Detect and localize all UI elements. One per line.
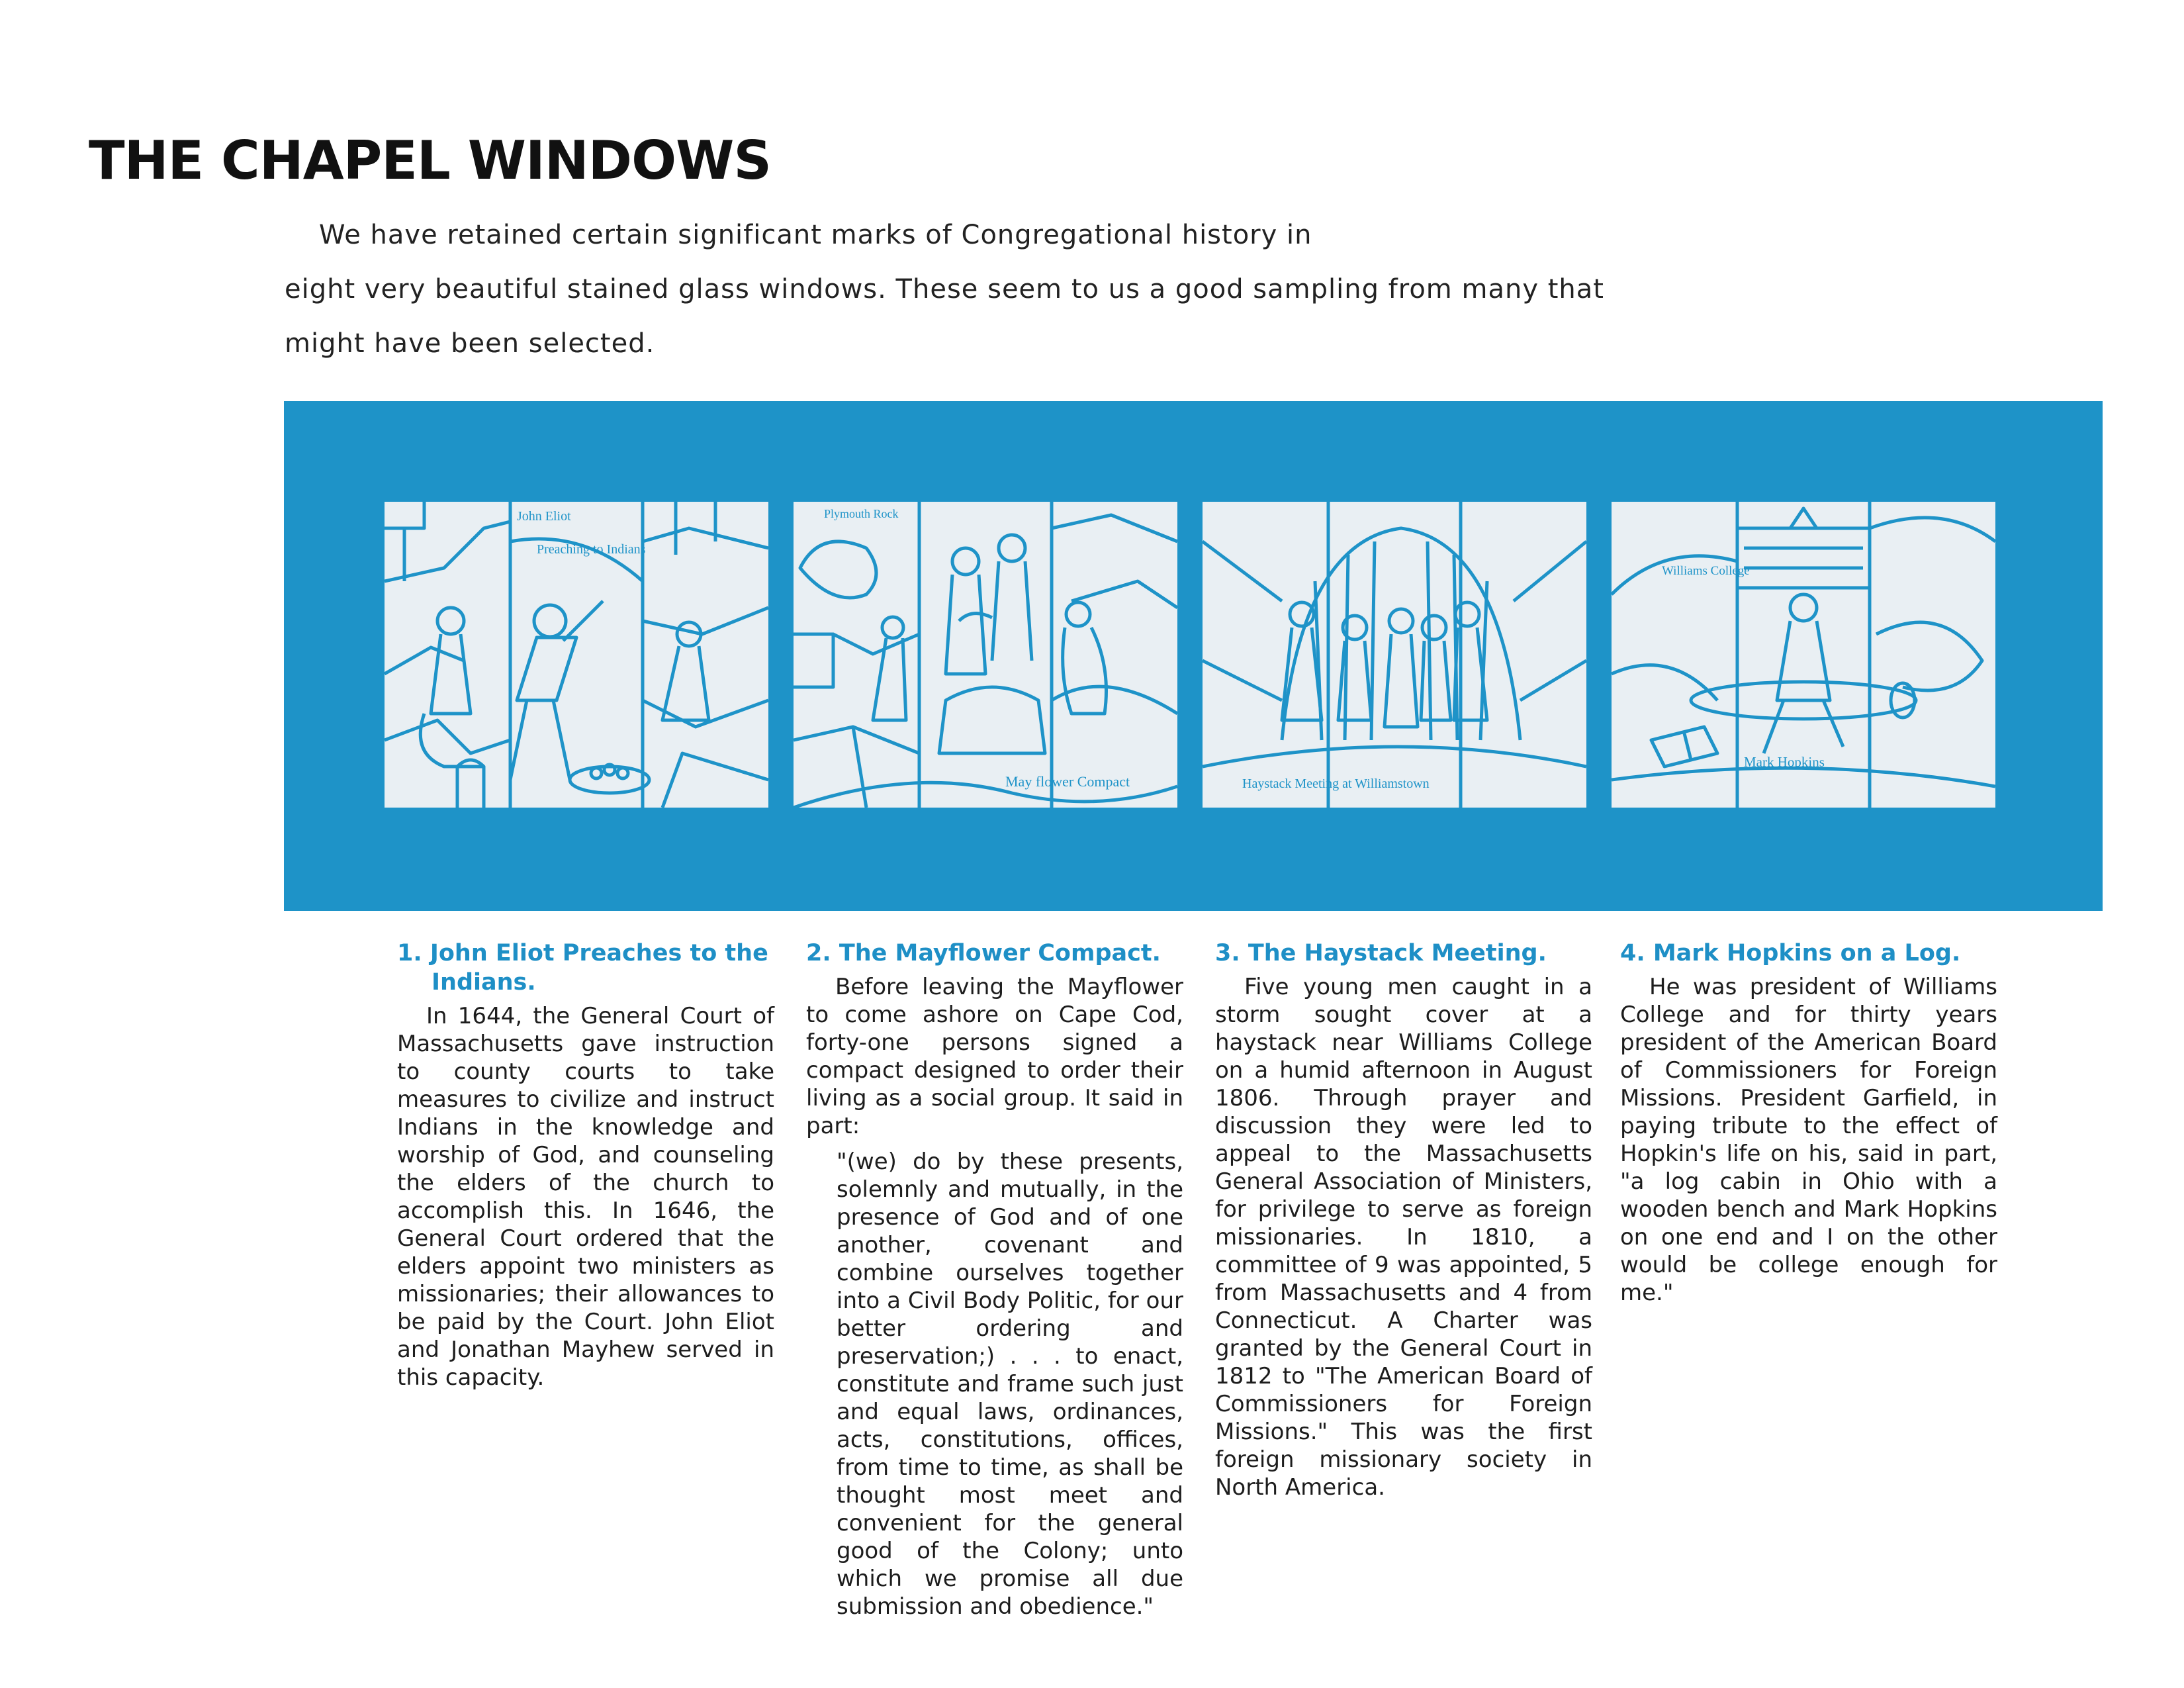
panel-label: Plymouth Rock bbox=[824, 507, 899, 520]
intro-line: might have been selected. bbox=[285, 328, 655, 359]
page-title: THE CHAPEL WINDOWS bbox=[89, 130, 771, 191]
intro-line: eight very beautiful stained glass windows. These seem to us a good sampling from many that bbox=[285, 274, 1604, 305]
panel-label: May flower Compact bbox=[1005, 773, 1130, 790]
caption-column-1 bbox=[397, 939, 774, 1391]
panel-label: Mark Hopkins bbox=[1744, 754, 1825, 770]
caption-column-3 bbox=[1215, 939, 1592, 1501]
panel-label: Haystack Meeting at Williamstown bbox=[1242, 776, 1430, 791]
intro-line: We have retained certain significant marks of Congregational history in bbox=[319, 220, 1312, 250]
panel-label: Preaching to Indians bbox=[537, 542, 646, 557]
caption-heading: 2. The Mayflower Compact. bbox=[806, 940, 1161, 966]
intro-paragraph bbox=[285, 208, 1694, 371]
stained-glass-band bbox=[284, 401, 2103, 911]
caption-heading: 3. The Haystack Meeting. bbox=[1215, 940, 1547, 966]
caption-column-2 bbox=[806, 939, 1183, 1620]
stained-glass-illustration bbox=[1612, 502, 1995, 808]
window-panel-john-eliot bbox=[385, 502, 768, 808]
caption-heading: 4. Mark Hopkins on a Log. bbox=[1620, 940, 1961, 966]
window-panel-mark-hopkins bbox=[1612, 502, 1995, 808]
window-panel-mayflower bbox=[794, 502, 1177, 808]
caption-quote: "(we) do by these presents, solemnly and mutually, in the presence of God and of one another, covenant and combine ourselves together into a Civil Body Politic, for our better ordering and preservation;) . . . to enact, constitute and frame such just and equal laws, ordinances, acts, constitutions, offices, from time to time, as shall be thought most meet and convenient for the general good of the Colony; unto which we promise all due submission and obedience." bbox=[837, 1149, 1183, 1620]
stained-glass-illustration bbox=[385, 502, 768, 808]
caption-body: In 1644, the General Court of Massachusetts gave instruction to county courts to take measures to civilize and instruct Indians in the knowledge and worship of God, and counseling the elders of the church to accomplish this. In 1646, the General Court ordered that the elders appoint two ministers as missionaries; their allowances to be paid by the Court. John Eliot and Jonathan Mayhew served in this capacity. bbox=[397, 1003, 774, 1391]
panel-label: John Eliot bbox=[517, 509, 571, 524]
caption-column-4 bbox=[1620, 939, 1997, 1307]
caption-heading: 1. John Eliot Preaches to the Indians. bbox=[397, 940, 768, 996]
caption-body: Five young men caught in a storm sought cover at a haystack near Williams College on a humid afternoon in August 1806. Through prayer and discussion they were led to appeal to the Massachusetts General Association of Ministers, for privilege to serve as foreign missionaries. In 1810, a committee of 9 was appointed, 5 from Massachusetts and 4 from Connecticut. A Charter was granted by the General Court in 1812 to "The American Board of Commissioners for Foreign Missions." This was the first foreign missionary society in North America. bbox=[1215, 974, 1592, 1501]
panel-label: Williams College bbox=[1662, 564, 1750, 578]
caption-body: Before leaving the Mayflower to come ashore on Cape Cod, forty-one persons signed a compact designed to order their living as a social group. It said in part: bbox=[806, 974, 1183, 1139]
stained-glass-illustration bbox=[794, 502, 1177, 808]
window-panel-haystack bbox=[1203, 502, 1586, 808]
caption-body: He was president of Williams College and for thirty years president of the American Board of Commissioners for Foreign Missions. President Garfield, in paying tribute to the effect of Hopkin's life on his, said in part, "a log cabin in Ohio with a wooden bench and Mark Hopkins on one end and I on the other would be college enough for me." bbox=[1620, 974, 1997, 1306]
stained-glass-illustration bbox=[1203, 502, 1586, 808]
